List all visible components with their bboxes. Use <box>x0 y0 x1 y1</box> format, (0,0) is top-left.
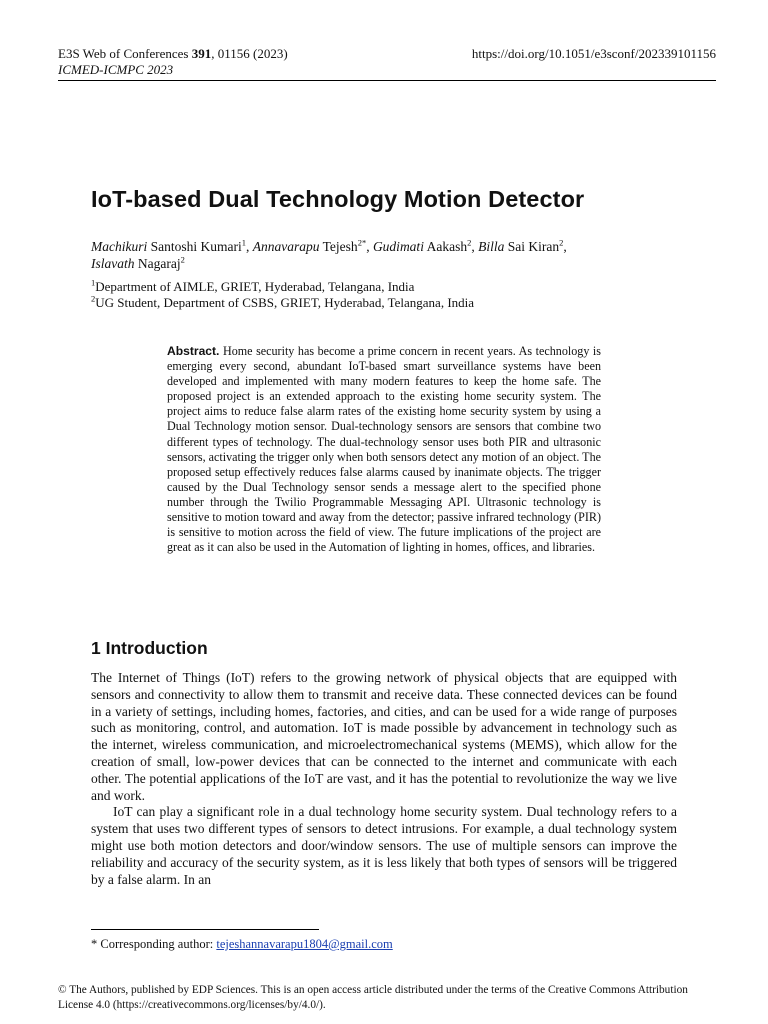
author-email-link[interactable]: tejeshannavarapu1804@gmail.com <box>216 937 393 951</box>
conference-name: ICMED-ICMPC 2023 <box>58 62 174 77</box>
header-divider <box>58 80 716 81</box>
volume-number: 391 <box>191 46 212 61</box>
author-list: Machikuri Santoshi Kumari$^1$, Annavarapu Tejesh$^{2*}$, Gudimati Aakash$^2$, Billa Sai Kiran$^2$, Islavath Nagaraj$^2$ <box>91 237 567 271</box>
affiliation-item: $^2$UG Student, Department of CSBS, GRIET, Hyderabad, Telangana, India <box>91 293 475 310</box>
running-header-left <box>58 46 288 78</box>
doi-link[interactable]: https://doi.org/10.1051/e3sconf/202339101156 <box>471 46 716 61</box>
affiliation-item: $^1$Department of AIMLE, GRIET, Hyderabad, Telangana, India <box>91 277 415 294</box>
paragraph: The Internet of Things (IoT) refers to the growing network of physical objects that are equipped with sensors and connectivity to allow them to transmit and receive data. These connected devices can be found in a variety of settings, including homes, factories, and cities, and can be used for a wide range of purposes such as monitoring, control, and automation. IoT is made possible by advancement in technology such as the internet, wireless communication, and microelectromechanical systems (MEMS), which allow for the creation of small, low-power devices that can be connected to the internet and communicate with each other. The potential applications of the IoT are vast, and it has the potential to revolutionize the way we live and work. <box>91 670 677 803</box>
section-heading: 1 Introduction <box>91 638 208 658</box>
abstract-text: Home security has become a prime concern in recent years. As technology is emerging every second, abundant IoT-based smart surveillance systems have been developed and implemented with many modern features to keep the home safe. The proposed project is an extended approach to the existing home security system. The project aims to reduce false alarm rates of the existing home security system by using a Dual Technology motion sensor. Dual-technology sensors are sensors that combine two different types of technology. The dual-technology sensor uses both PIR and ultrasonic sensors, activating the trigger only when both sensors detect any motion of an object. The proposed setup effectively reduces false alarms caused by inanimate objects. The trigger caused by the Dual Technology sensor sends a message alert to the specified phone number through the Twilio Programmable Messaging API. Ultrasonic technology is sensitive to motion toward and away from the detector; passive infrared technology (PIR) is sensitive to motion across the field of view. The future implications of the project are great as it can also be used in the Automation of lighting in homes, offices, and libraries. <box>167 344 601 555</box>
paragraph: IoT can play a significant role in a dual technology home security system. Dual technology refers to a system that uses two different types of sensors to detect intrusions. For example, a dual technology system might use both motion detectors and door/window sensors. The use of multiple sensors can improve the reliability and accuracy of the security system, as it is less likely that both types of sensors will be triggered by a false alarm. In an <box>91 804 677 887</box>
affiliations <box>91 279 474 311</box>
license-notice: © The Authors, published by EDP Sciences. This is an open access article distributed under the terms of the Creative Commons Attribution License 4.0 (https://creativecommons.org/licenses/by/4.0/). <box>58 984 688 1011</box>
abstract <box>167 344 601 555</box>
journal-citation: E3S Web of Conferences 391, 01156 (2023) <box>58 46 288 61</box>
paper-title: IoT-based Dual Technology Motion Detector <box>91 186 585 212</box>
footnote: * Corresponding author: tejeshannavarapu1804@gmail.com <box>91 937 393 951</box>
section-body <box>91 670 677 888</box>
abstract-label: Abstract. <box>167 344 220 358</box>
footnote-divider <box>91 929 319 930</box>
